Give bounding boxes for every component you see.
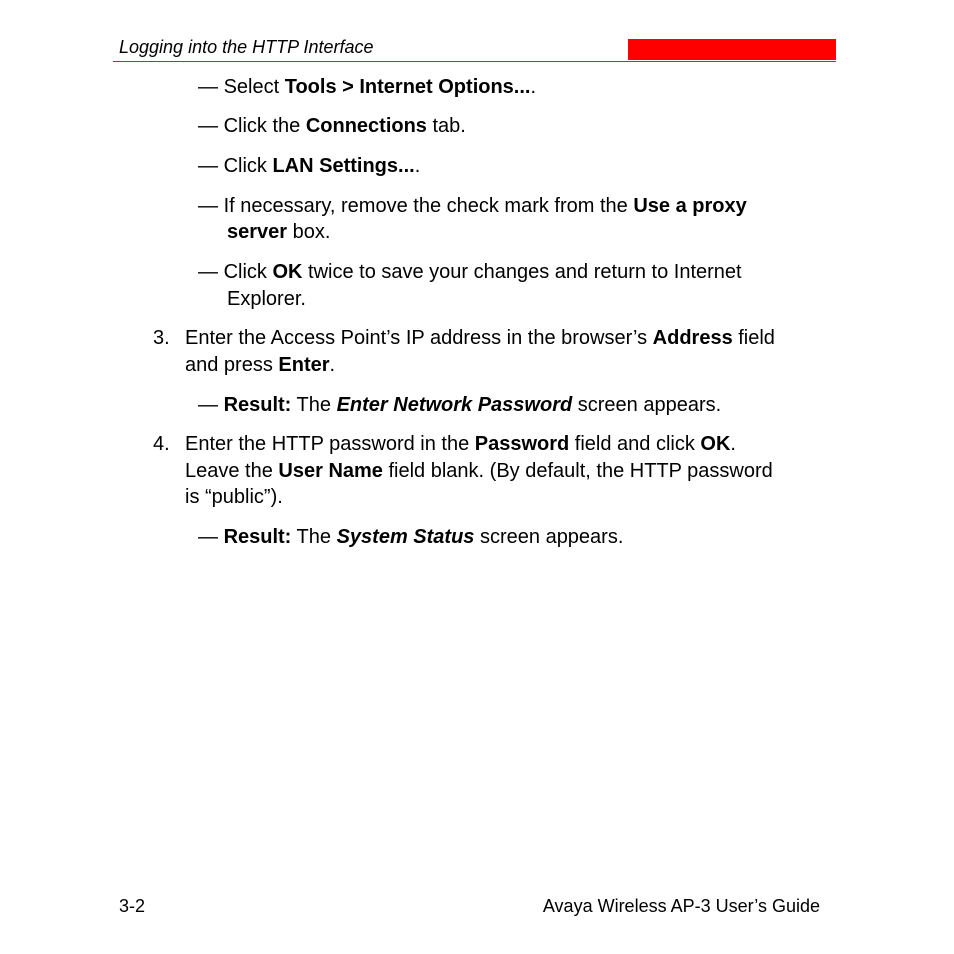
page-number: 3-2	[119, 896, 146, 916]
step-4-number: 4.	[153, 433, 170, 455]
substep-lan-settings: — Click LAN Settings....	[198, 155, 421, 177]
header-accent-bar	[628, 39, 836, 60]
step-4-text3: is “public”).	[185, 486, 283, 508]
result-enter-network-password: — Result: The Enter Network Password screen appears.	[198, 394, 722, 416]
substep-proxy-line1: — If necessary, remove the check mark from the Use a proxy	[198, 195, 747, 217]
substep-ok-line2: Explorer.	[227, 288, 306, 310]
step-4-text1: Enter the HTTP password in the Password field and click OK.	[185, 433, 736, 455]
substep-connections-tab: — Click the Connections tab.	[198, 115, 466, 137]
guide-title: Avaya Wireless AP-3 User’s Guide	[542, 896, 820, 916]
step-3-line1: 3.	[153, 327, 170, 349]
substep-proxy-line2: server box.	[227, 221, 331, 243]
running-header-title: Logging into the HTTP Interface	[119, 37, 374, 57]
substep-select-tools: — Select Tools > Internet Options....	[198, 76, 537, 98]
header-rule	[113, 61, 836, 62]
result-system-status: — Result: The System Status screen appears.	[198, 526, 624, 548]
substep-ok-line1: — Click OK twice to save your changes and return to Internet	[198, 261, 742, 283]
step-3-text2: and press Enter.	[185, 354, 336, 376]
step-4-text2: Leave the User Name field blank. (By default, the HTTP password	[185, 460, 773, 482]
step-3-text1: Enter the Access Point’s IP address in the browser’s Address field	[185, 327, 775, 349]
